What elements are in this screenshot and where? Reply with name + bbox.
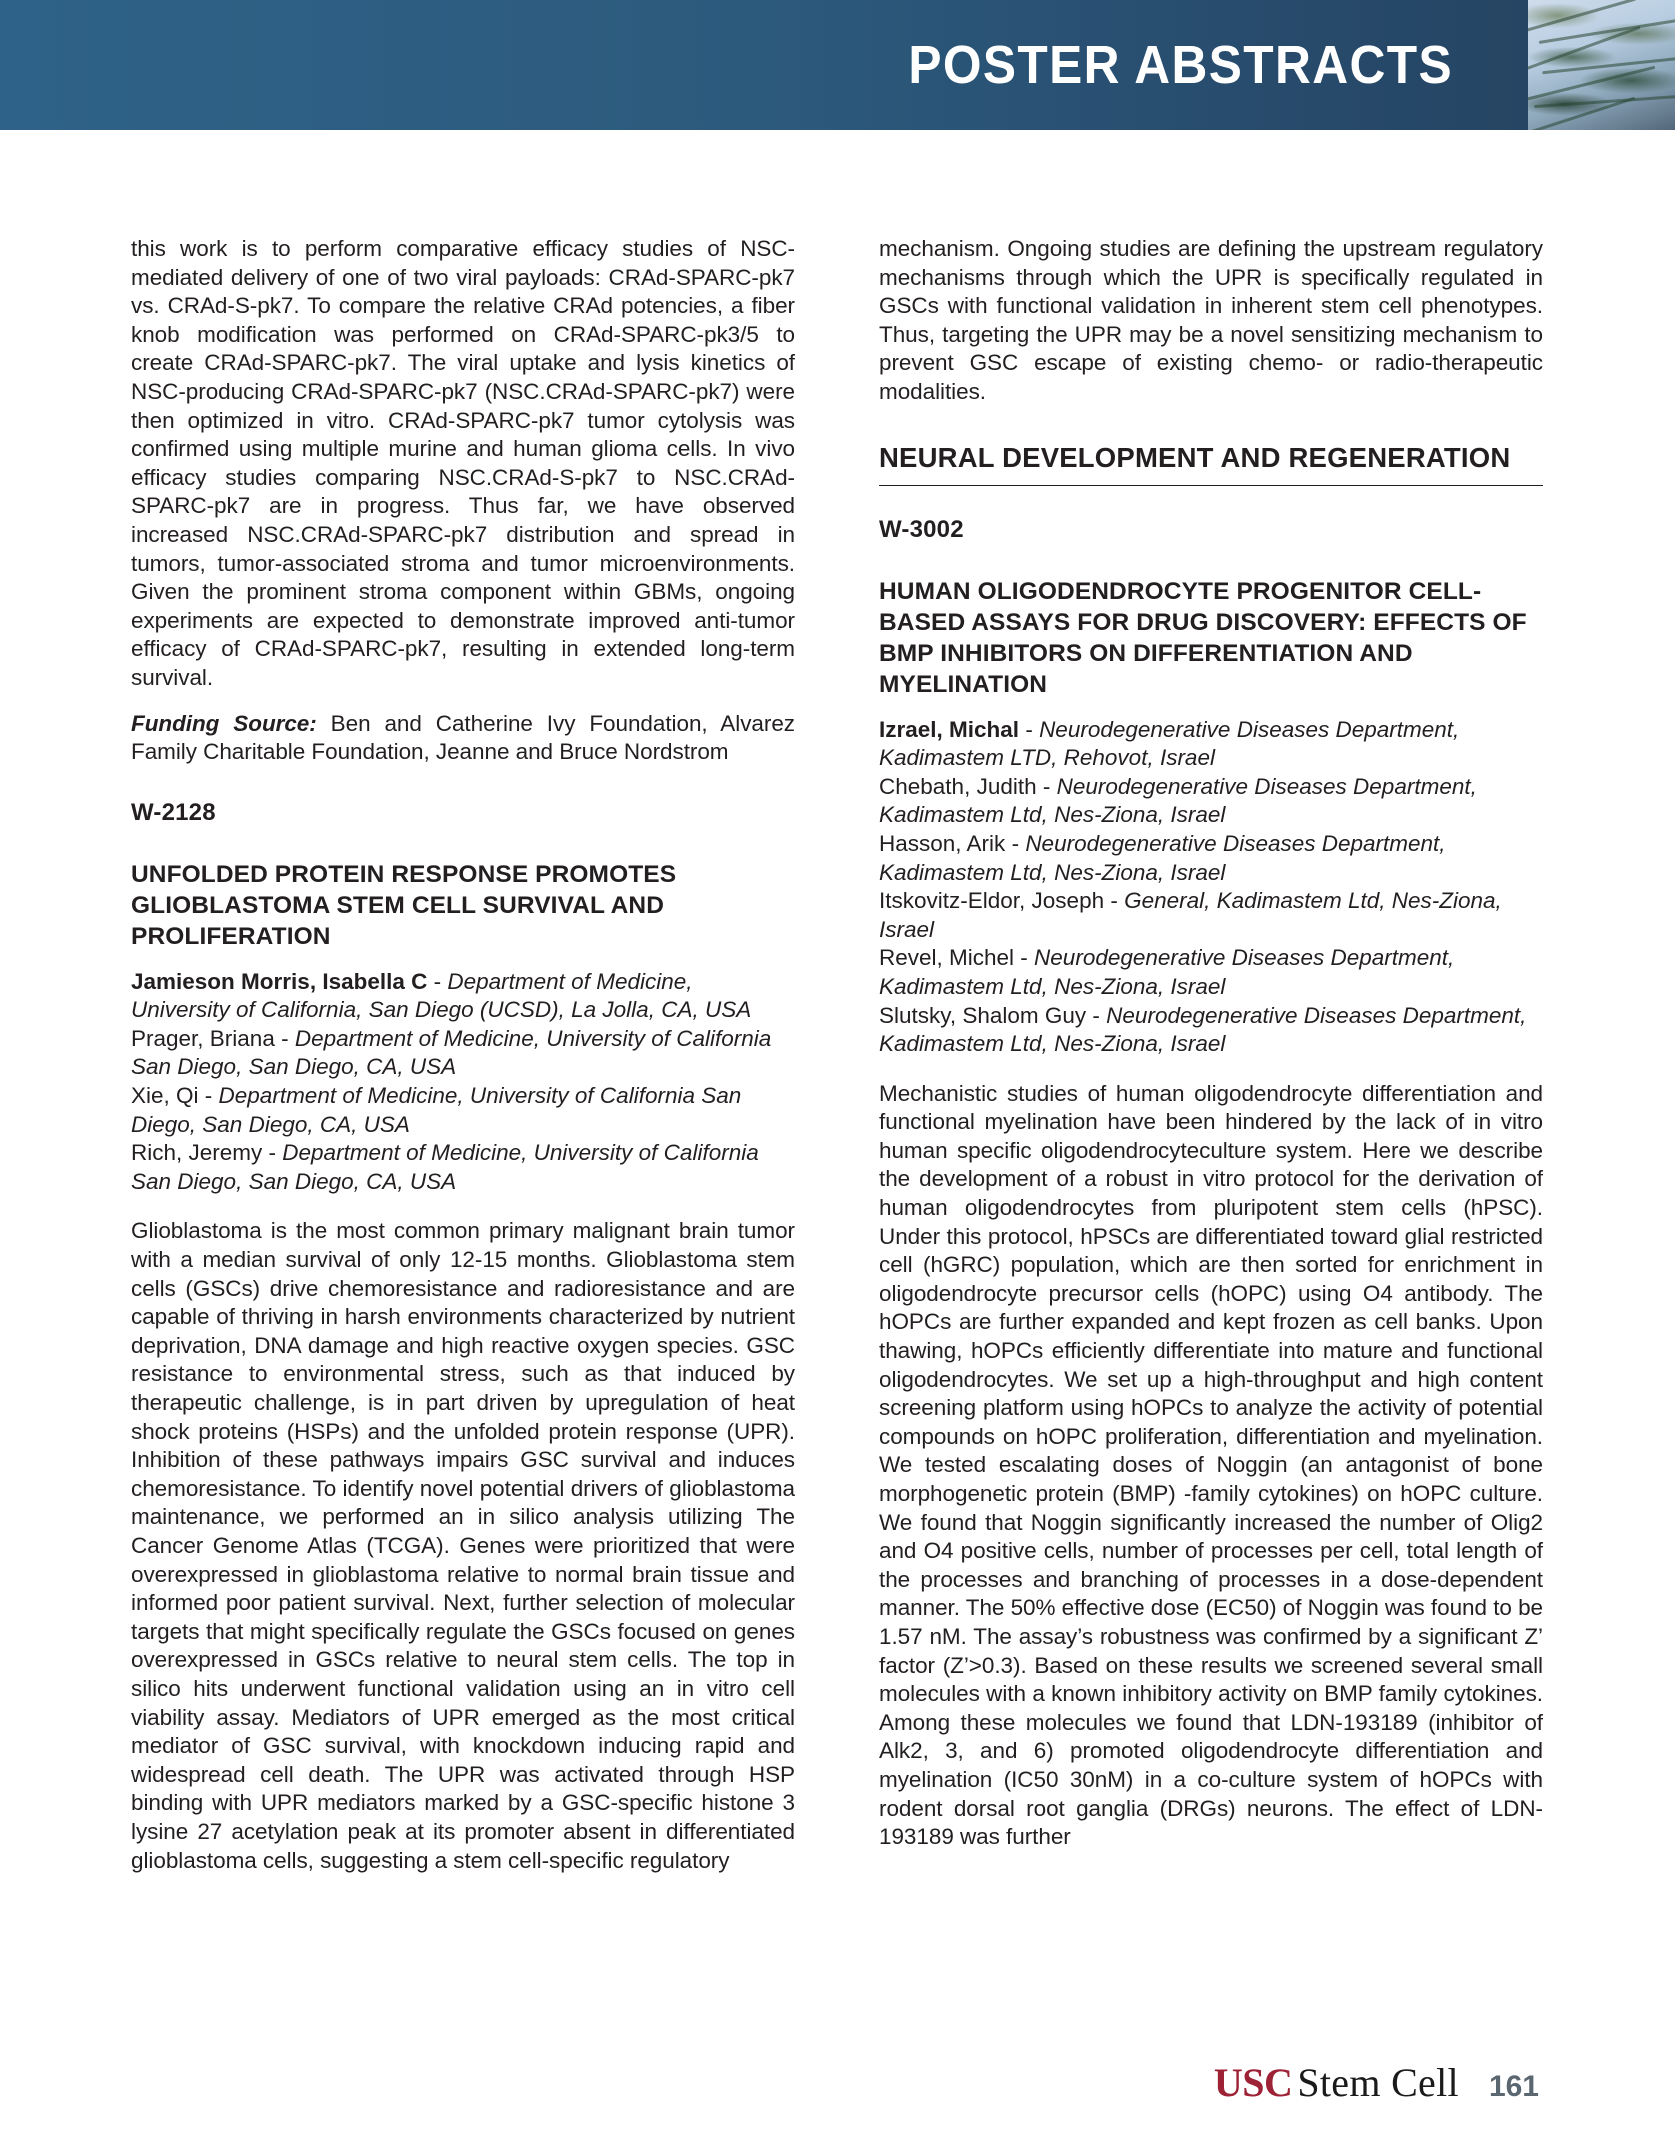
abstract-title-w2128: UNFOLDED PROTEIN RESPONSE PROMOTES GLIOBLASTOMA STEM CELL SURVIVAL AND PROLIFERATION bbox=[131, 860, 677, 950]
author-name: Jamieson Morris, Isabella C bbox=[131, 968, 428, 994]
author-name: Hasson, Arik bbox=[879, 830, 1006, 856]
author-affiliation: Department of Medicine, University of California, San Diego (UCSD), La Jolla, CA, USA bbox=[131, 968, 752, 1023]
author-name: Izrael, Michal bbox=[879, 716, 1020, 742]
usc-wordmark: USC bbox=[1213, 2060, 1293, 2105]
funding-source-text: Ben and Catherine Ivy Foundation, Alvarez Family Charitable Foundation, Jeanne and Bruce Nordstrom bbox=[131, 710, 795, 765]
right-column bbox=[879, 235, 1543, 1852]
author-name: Itskovitz-Eldor, Joseph bbox=[879, 888, 1105, 914]
page-number: 161 bbox=[1488, 2070, 1539, 2103]
author-list-w3002 bbox=[879, 716, 1543, 1059]
author-entry: Jamieson Morris, Isabella C - Department of Medicine, University of California, San Diego (UCSD), La Jolla, CA, USA bbox=[131, 968, 752, 1023]
author-name: Chebath, Judith bbox=[879, 773, 1037, 799]
page-header-title-text: POSTER ABSTRACTS bbox=[908, 35, 1453, 95]
section-heading-rule bbox=[879, 485, 1543, 486]
page-header-title bbox=[861, 34, 1453, 96]
funding-source-paragraph bbox=[131, 710, 795, 767]
author-affiliation: Department of Medicine, University of California San Diego, San Diego, CA, USA bbox=[131, 1083, 742, 1137]
author-entry: Chebath, Judith - Neurodegenerative Diseases Department, Kadimastem Ltd, Nes-Ziona, Israel bbox=[879, 773, 1477, 828]
page-footer bbox=[0, 2056, 1675, 2106]
author-entry: Revel, Michel - Neurodegenerative Diseases Department, Kadimastem Ltd, Nes-Ziona, Israel bbox=[879, 945, 1455, 999]
continued-paragraph-right: mechanism. Ongoing studies are defining the upstream regulatory mechanisms through which the UPR is specifically regulated in GSCs with functional validation in inherent stem cell phenotypes. Thus, targeting the UPR may be a novel sensitizing mechanism to prevent GSC escape of existing chemo- or radio-therapeutic modalities. bbox=[879, 236, 1543, 404]
page-content bbox=[0, 130, 1675, 2150]
left-column bbox=[131, 235, 795, 1875]
author-name: Slutsky, Shalom Guy bbox=[879, 1002, 1087, 1028]
abstract-body-w3002: Mechanistic studies of human oligodendrocyte differentiation and functional myelination have been hindered by the lack of in vitro human specific oligodendrocyteculture system. Here we describe the development of a robust in vitro protocol for the derivation of human oligodendrocytes from pluripotent stem cells (hPSC). Under this protocol, hPSCs are differentiated toward glial restricted cell (hGRC) population, which are then sorted for enrichment in oligodendrocyte precursor cells (hOPC) using O4 antibody. The hOPCs are further expanded and kept frozen as cell banks. Upon thawing, hOPCs efficiently differentiate into mature and functional oligodendrocytes. We set up a high-throughput and high content screening platform using hOPCs to analyze the activity of potential compounds on hOPC proliferation, differentiation and myelination. We tested escalating doses of Noggin (an antagonist of bone morphogenetic protein (BMP) -family cytokines) on hOPC culture. We found that Noggin significantly increased the number of Olig2 and O4 positive cells, number of processes per cell, total length of the processes and branching of processes in a dose-dependent manner. The 50% effective dose (EC50) of Noggin was found to be 1.57 nM. The assay’s robustness was confirmed by a significant Z’ factor (Z’>0.3). Based on these results we screened several small molecules with a known inhibitory activity on BMP family cytokines. Among these molecules we found that LDN-193189 (inhibitor of Alk2, 3, and 6) promoted oligodendrocyte differentiation and myelination (IC50 30nM) in a co-culture system of hOPCs with rodent dorsal root ganglia (DRGs) neurons. The effect of LDN-193189 was further bbox=[879, 1080, 1543, 1850]
abstract-code-w2128: W-2128 bbox=[131, 798, 216, 826]
author-affiliation: Department of Medicine, University of California San Diego, San Diego, CA, USA bbox=[131, 1025, 772, 1080]
continued-paragraph-left: this work is to perform comparative efficacy studies of NSC-mediated delivery of one of two viral payloads: CRAd-SPARC-pk7 vs. CRAd-S-pk7. To compare the relative CRAd potencies, a fiber knob modification was performed on CRAd-SPARC-pk3/5 to create CRAd-SPARC-pk7. The viral uptake and lysis kinetics of NSC-producing CRAd-SPARC-pk7 (NSC.CRAd-SPARC-pk7) were then optimized in vitro. CRAd-SPARC-pk7 tumor cytolysis was confirmed using multiple murine and human glioma cells. In vivo efficacy studies comparing NSC.CRAd-S-pk7 to NSC.CRAd-SPARC-pk7 are in progress. Thus far, we have observed increased NSC.CRAd-SPARC-pk7 distribution and spread in tumors, tumor-associated stroma and tumor microenvironments. Given the prominent stroma component within GBMs, ongoing experiments are expected to demonstrate improved anti-tumor efficacy of CRAd-SPARC-pk7, resulting in extended long-term survival. bbox=[131, 236, 795, 690]
author-entry: Rich, Jeremy - Department of Medicine, University of California San Diego, San Diego, CA, USA bbox=[131, 1140, 759, 1194]
abstract-code-w3002: W-3002 bbox=[879, 515, 964, 543]
author-list-w2128 bbox=[131, 968, 795, 1197]
footer-logo-group bbox=[1214, 2059, 1539, 2106]
author-entry: Xie, Qi - Department of Medicine, University of California San Diego, San Diego, CA, USA bbox=[131, 1083, 742, 1137]
author-affiliation: Neurodegenerative Diseases Department, Kadimastem Ltd, Nes-Ziona, Israel bbox=[879, 773, 1477, 828]
author-entry: Hasson, Arik - Neurodegenerative Diseases Department, Kadimastem Ltd, Nes-Ziona, Israel bbox=[879, 830, 1446, 885]
stem-cell-wordmark: Stem Cell bbox=[1297, 2060, 1459, 2105]
author-affiliation: Neurodegenerative Diseases Department, Kadimastem Ltd, Nes-Ziona, Israel bbox=[879, 1002, 1527, 1057]
palm-tree-photo bbox=[1528, 0, 1675, 130]
author-entry: Itskovitz-Eldor, Joseph - General, Kadimastem Ltd, Nes-Ziona, Israel bbox=[879, 888, 1502, 942]
author-entry: Slutsky, Shalom Guy - Neurodegenerative Diseases Department, Kadimastem Ltd, Nes-Ziona, Israel bbox=[879, 1002, 1527, 1057]
author-name: Revel, Michel bbox=[879, 945, 1015, 971]
page-header-band bbox=[0, 0, 1675, 130]
section-heading-neural-development: NEURAL DEVELOPMENT AND REGENERATION bbox=[879, 441, 1511, 473]
author-affiliation: General, Kadimastem Ltd, Nes-Ziona, Israel bbox=[879, 888, 1502, 942]
author-affiliation: Neurodegenerative Diseases Department, Kadimastem Ltd, Nes-Ziona, Israel bbox=[879, 945, 1455, 999]
author-name: Xie, Qi bbox=[131, 1083, 199, 1109]
abstract-title-w3002: HUMAN OLIGODENDROCYTE PROGENITOR CELL-BASED ASSAYS FOR DRUG DISCOVERY: EFFECTS OF BMP INHIBITORS ON DIFFERENTIATION AND MYELINATION bbox=[879, 577, 1527, 698]
author-affiliation: Neurodegenerative Diseases Department, Kadimastem Ltd, Nes-Ziona, Israel bbox=[879, 830, 1446, 885]
abstract-body-w2128: Glioblastoma is the most common primary malignant brain tumor with a median survival of only 12-15 months. Glioblastoma stem cells (GSCs) drive chemoresistance and radioresistance and are capable of thriving in harsh environments characterized by nutrient deprivation, DNA damage and high reactive oxygen species. GSC resistance to environmental stress, such as that induced by therapeutic challenge, is in part driven by upregulation of heat shock proteins (HSPs) and the unfolded protein response (UPR). Inhibition of these pathways impairs GSC survival and induces chemoresistance. To identify novel potential drivers of glioblastoma maintenance, we performed an in silico analysis utilizing The Cancer Genome Atlas (TCGA). Genes were prioritized that were overexpressed in glioblastoma relative to normal brain tissue and informed poor patient survival. Next, further selection of molecular targets that might specifically regulate the GSCs focused on genes overexpressed in GSCs relative to neural stem cells. The top in silico hits underwent functional validation using an in vitro cell viability assay. Mediators of UPR emerged as the most critical mediator of GSC survival, with knockdown inducing rapid and widespread cell death. The UPR was activated through HSP binding with UPR mediators marked by a GSC-specific histone 3 lysine 27 acetylation peak at its promoter absent in differentiated glioblastoma cells, suggesting a stem cell-specific regulatory bbox=[131, 1218, 795, 1873]
author-entry: Izrael, Michal - Neurodegenerative Diseases Department, Kadimastem LTD, Rehovot, Israel bbox=[879, 716, 1460, 771]
funding-source-label: Funding Source: bbox=[131, 710, 317, 736]
author-affiliation: Neurodegenerative Diseases Department, Kadimastem LTD, Rehovot, Israel bbox=[879, 716, 1460, 771]
author-name: Prager, Briana bbox=[131, 1025, 275, 1051]
author-affiliation: Department of Medicine, University of California San Diego, San Diego, CA, USA bbox=[131, 1140, 759, 1194]
author-name: Rich, Jeremy bbox=[131, 1140, 263, 1166]
author-entry: Prager, Briana - Department of Medicine, University of California San Diego, San Diego, CA, USA bbox=[131, 1025, 772, 1080]
